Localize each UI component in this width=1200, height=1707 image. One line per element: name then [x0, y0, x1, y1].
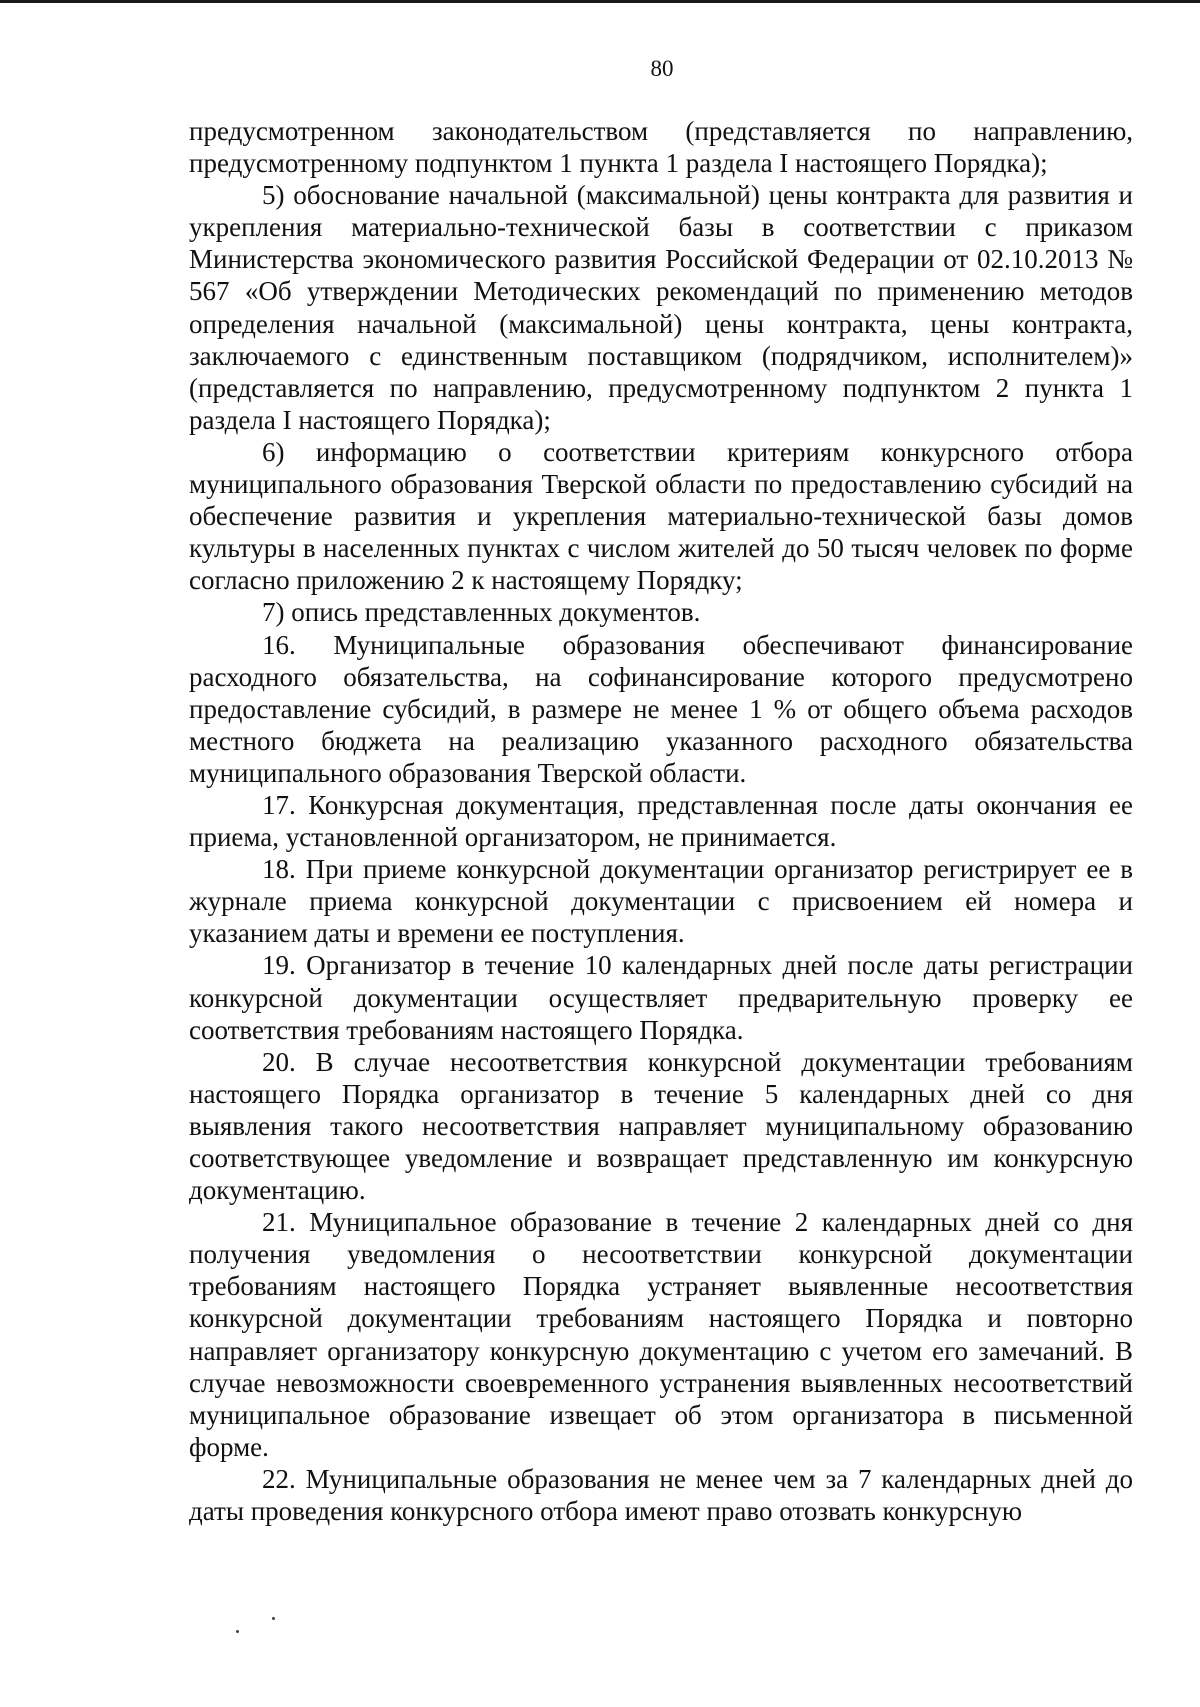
paragraph-18: 18. При приеме конкурсной документации организатор регистрирует ее в журнале приема конкурсной документации с присвоением ей номера и указанием даты и времени ее поступления.: [189, 854, 1133, 949]
document-body: [189, 115, 1133, 1527]
paragraph-19: 19. Организатор в течение 10 календарных дней после даты регистрации конкурсной документации осуществляет предварительную проверку ее соответствия требованиям настоящего Порядка.: [189, 950, 1133, 1045]
paragraph-continuation: предусмотренном законодательством (представляется по направлению, предусмотренному подпунктом 1 пункта 1 раздела I настоящего Порядка);: [189, 116, 1133, 179]
scan-speck: [272, 1617, 275, 1620]
paragraph-item-5: 5) обоснование начальной (максимальной) цены контракта для развития и укрепления материально-технической базы в соответствии с приказом Министерства экономического развития Российской Федерации от 02.10.2013 № 567 «Об утверждении Методических рекомендаций по применению методов определения начальной (максимальной) цены контракта, цены контракта, заключаемого с единственным поставщиком (подрядчиком, исполнителем)» (представляется по направлению, предусмотренному подпунктом 2 пункта 1 раздела I настоящего Порядка);: [189, 180, 1133, 435]
page-number: 80: [650, 56, 674, 81]
paragraph-17: 17. Конкурсная документация, представленная после даты окончания ее приема, установленной организатором, не принимается.: [189, 789, 1133, 853]
paragraph-20: 20. В случае несоответствия конкурсной документации требованиям настоящего Порядка организатор в течение 5 календарных дней со дня выявления такого несоответствия направляет муниципальному образованию соответствующее уведомление и возвращает представленную им конкурсную документацию.: [189, 1046, 1133, 1206]
paragraph-16: 16. Муниципальные образования обеспечивают финансирование расходного обязательства, на софинансирование которого предусмотрено предоставление субсидий, в размере не менее 1 % от общего объема расходов местного бюджета на реализацию указанного расходного обязательства муниципального образования Тверской области.: [189, 629, 1133, 788]
paragraph-21: 21. Муниципальное образование в течение 2 календарных дней со дня получения уведомления о несоответствии конкурсной документации требованиям настоящего Порядка устраняет выявленные несоответствия конкурсной документации требованиям настоящего Порядка и повторно направляет организатору конкурсную документацию с учетом его замечаний. В случае невозможности своевременного устранения выявленных несоответствий муниципальное образование извещает об этом организатора в письменной форме.: [189, 1207, 1133, 1462]
scan-top-edge: [0, 0, 1200, 3]
paragraph-22: 22. Муниципальные образования не менее чем за 7 календарных дней до даты проведения конкурсного отбора имеют право отозвать конкурсную: [189, 1463, 1133, 1527]
scan-speck: [236, 1630, 239, 1633]
paragraph-item-7: 7) опись представленных документов.: [262, 597, 701, 628]
paragraph-item-6: 6) информацию о соответствии критериям конкурсного отбора муниципального образования Тверской области по предоставлению субсидий на обеспечение развития и укрепления материально-технической базы домов культуры в населенных пунктах с числом жителей до 50 тысяч человек по форме согласно приложению 2 к настоящему Порядку;: [189, 436, 1133, 596]
